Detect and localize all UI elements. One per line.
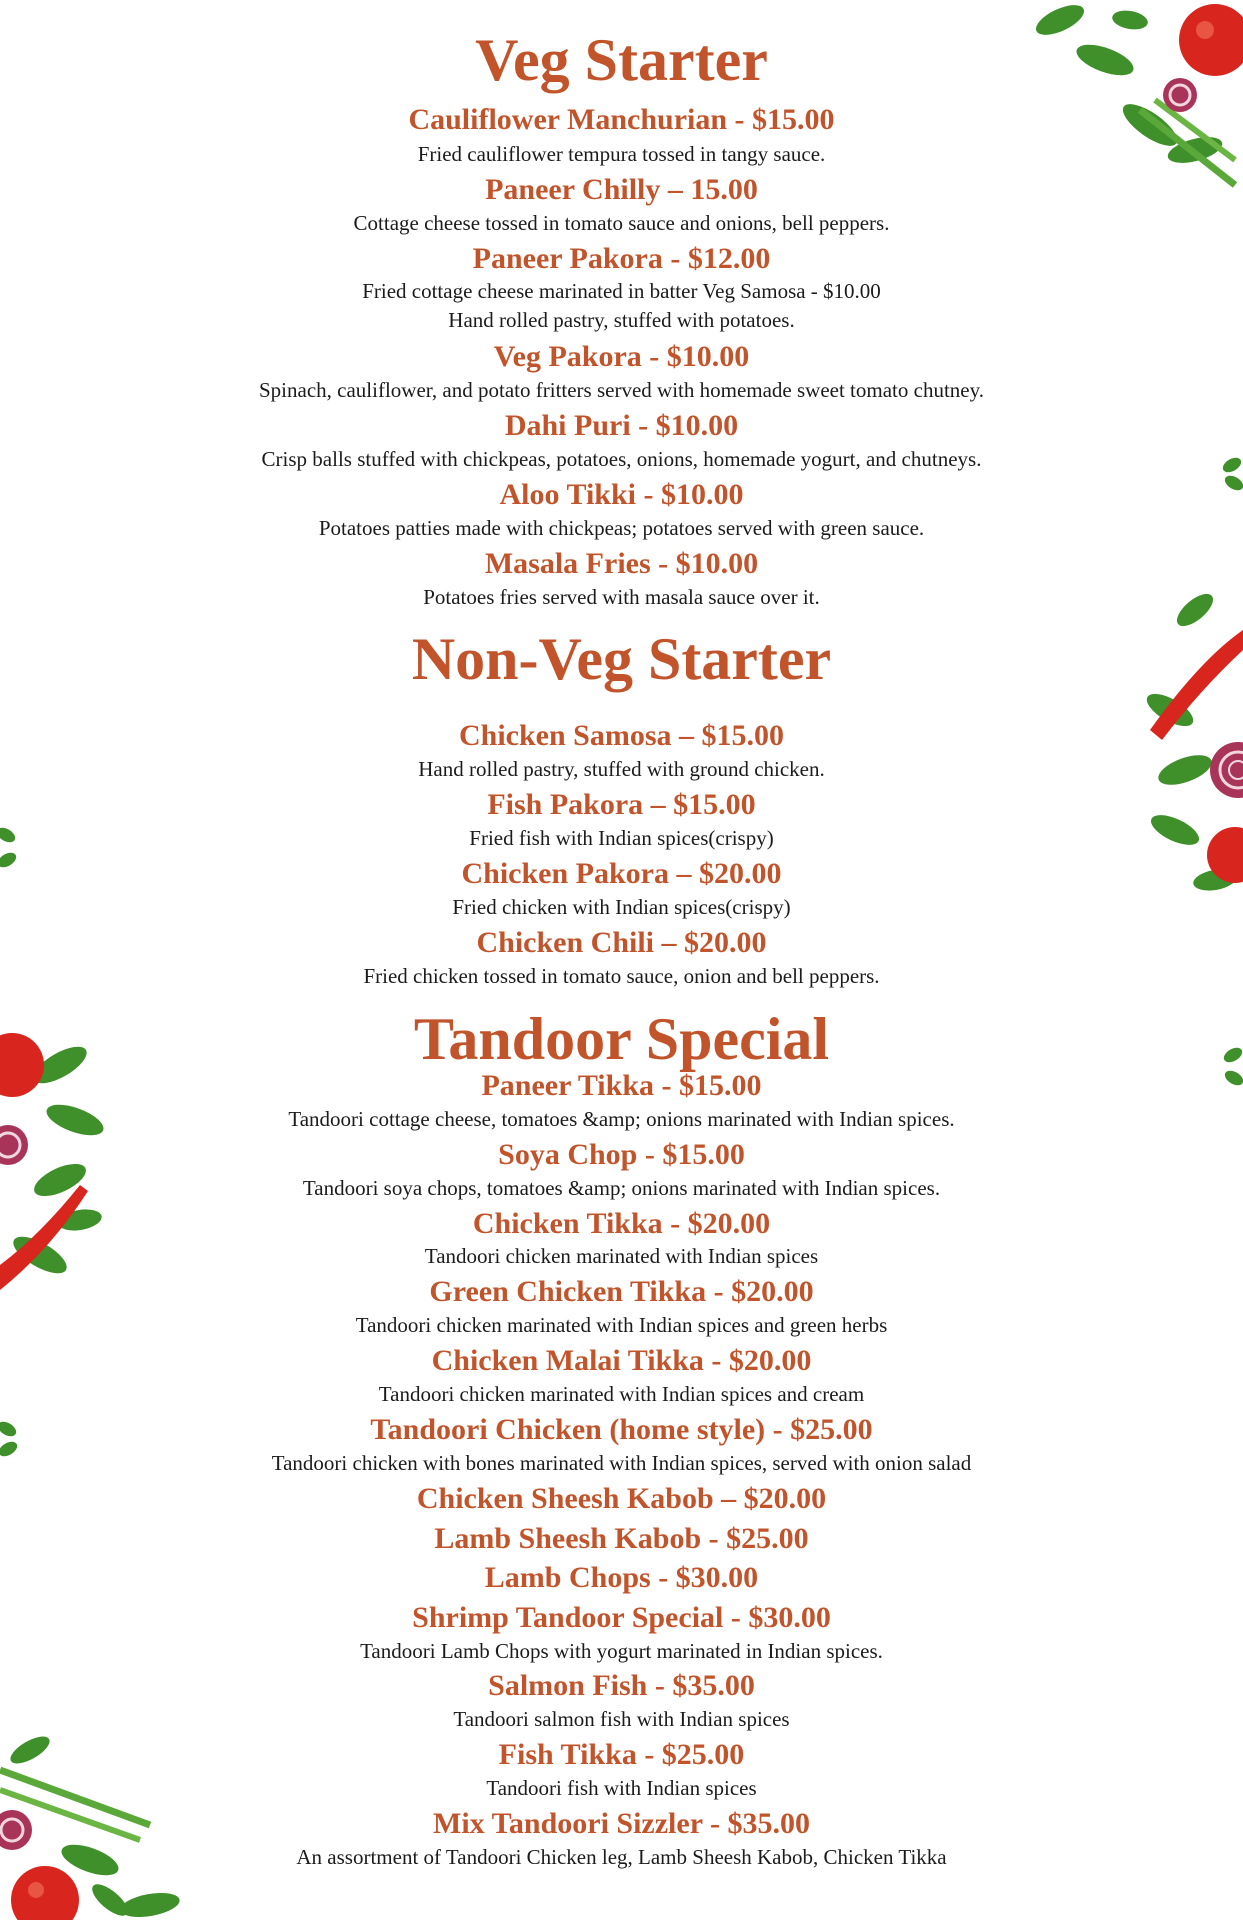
menu-item-name: Aloo Tikki - $10.00: [499, 478, 744, 511]
menu-item-name: Dahi Puri - $10.00: [504, 409, 739, 442]
menu-item-description: Fried fish with Indian spices(crispy): [469, 826, 774, 850]
menu-item-description: Tandoori chicken marinated with Indian spices: [424, 1244, 819, 1268]
menu-item-description: Tandoori Lamb Chops with yogurt marinated in Indian spices.: [360, 1639, 883, 1663]
menu-item-name: Lamb Sheesh Kabob - $25.00: [434, 1522, 809, 1555]
menu-item-description: Tandoori fish with Indian spices: [486, 1776, 757, 1800]
menu-item-description: Fried cottage cheese marinated in batter Veg Samosa - $10.00: [362, 279, 881, 303]
menu-item-name: Soya Chop - $15.00: [498, 1138, 745, 1171]
menu-item-name: Shrimp Tandoor Special - $30.00: [412, 1601, 831, 1634]
menu-item-name: Fish Tikka - $25.00: [498, 1738, 745, 1771]
menu-item-name: Masala Fries - $10.00: [484, 547, 759, 580]
menu-item-description: Tandoori chicken marinated with Indian spices and cream: [378, 1382, 865, 1406]
menu-item-name: Chicken Chili – $20.00: [476, 926, 767, 959]
menu-item-description: Hand rolled pastry, stuffed with ground chicken.: [418, 757, 825, 781]
menu-item-name: Green Chicken Tikka - $20.00: [429, 1275, 814, 1308]
menu-item-description: Fried chicken tossed in tomato sauce, onion and bell peppers.: [363, 964, 880, 988]
menu-item-description: Tandoori chicken with bones marinated with Indian spices, served with onion salad: [271, 1451, 972, 1475]
menu-item-description: Potatoes fries served with masala sauce over it.: [423, 585, 820, 609]
menu-item-name: Mix Tandoori Sizzler - $35.00: [433, 1807, 810, 1840]
menu-item-description: Potatoes patties made with chickpeas; potatoes served with green sauce.: [318, 516, 925, 540]
menu-item-name: Chicken Tikka - $20.00: [472, 1207, 771, 1240]
menu-item-name: Fish Pakora – $15.00: [487, 788, 756, 821]
menu-item-description: Tandoori salmon fish with Indian spices: [453, 1707, 790, 1731]
menu-item-description: Cottage cheese tossed in tomato sauce and onions, bell peppers.: [353, 211, 890, 235]
menu-item-name: Lamb Chops - $30.00: [484, 1561, 759, 1594]
menu-item-name: Paneer Pakora - $12.00: [472, 242, 771, 275]
menu-item-description: Crisp balls stuffed with chickpeas, potatoes, onions, homemade yogurt, and chutneys.: [261, 447, 982, 471]
menu-item-description: An assortment of Tandoori Chicken leg, Lamb Sheesh Kabob, Chicken Tikka: [296, 1845, 947, 1869]
section-title-tandoor-special: Tandoor Special: [413, 1006, 830, 1072]
menu-item-name: Chicken Pakora – $20.00: [461, 857, 782, 890]
menu-item-name: Chicken Malai Tikka - $20.00: [431, 1344, 812, 1377]
menu-item-name: Chicken Sheesh Kabob – $20.00: [416, 1482, 827, 1515]
menu-item-description: Hand rolled pastry, stuffed with potatoes.: [448, 308, 795, 332]
menu-item-name: Chicken Samosa – $15.00: [458, 719, 785, 752]
section-title-non-veg-starter: Non-Veg Starter: [411, 626, 832, 692]
menu-item-name: Paneer Chilly – 15.00: [485, 173, 758, 206]
menu-item-name: Cauliflower Manchurian - $15.00: [408, 103, 835, 136]
menu-item-name: Tandoori Chicken (home style) - $25.00: [370, 1413, 873, 1446]
menu-item-description: Tandoori cottage cheese, tomatoes &amp; onions marinated with Indian spices.: [288, 1107, 955, 1131]
menu-item-description: Fried chicken with Indian spices(crispy): [452, 895, 791, 919]
menu-item-name: Salmon Fish - $35.00: [488, 1669, 755, 1702]
menu-item-description: Tandoori soya chops, tomatoes &amp; onions marinated with Indian spices.: [302, 1176, 941, 1200]
menu-item-description: Spinach, cauliflower, and potato fritters served with homemade sweet tomato chutney.: [259, 378, 984, 402]
menu-item-description: Tandoori chicken marinated with Indian spices and green herbs: [355, 1313, 888, 1337]
menu-item-name: Veg Pakora - $10.00: [493, 340, 750, 373]
menu-item-name: Paneer Tikka - $15.00: [481, 1069, 762, 1102]
section-title-veg-starter: Veg Starter: [475, 27, 768, 93]
menu-item-description: Fried cauliflower tempura tossed in tangy sauce.: [417, 142, 826, 166]
